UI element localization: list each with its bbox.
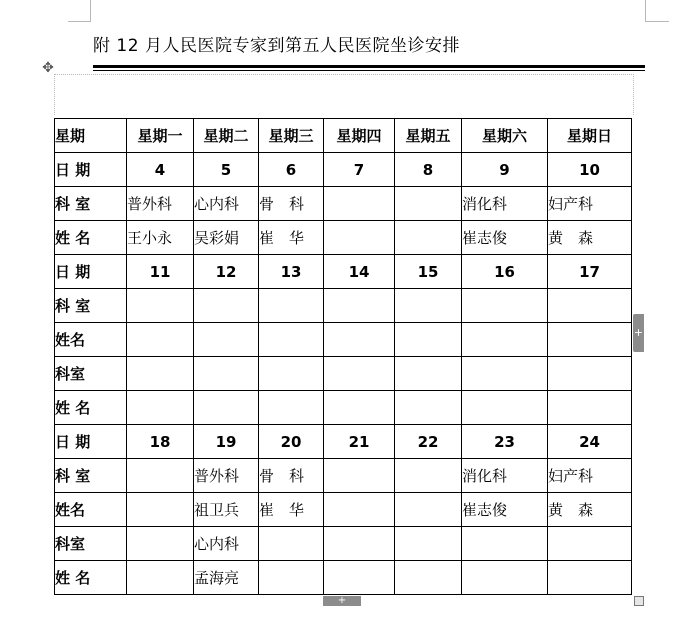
date-cell[interactable]: 6 (259, 153, 324, 187)
schedule-cell[interactable] (194, 323, 259, 357)
title-rule (93, 70, 645, 71)
date-cell[interactable]: 14 (324, 255, 395, 289)
table-row (55, 493, 632, 527)
date-cell[interactable]: 24 (548, 425, 632, 459)
schedule-cell[interactable]: 吴彩娟 (194, 221, 259, 255)
crop-mark (68, 21, 91, 22)
row-label-cell[interactable]: 科 室 (55, 289, 127, 323)
date-cell[interactable]: 20 (259, 425, 324, 459)
row-label-cell[interactable]: 日 期 (55, 255, 127, 289)
schedule-table (54, 118, 632, 595)
schedule-cell[interactable]: 骨 科 (259, 187, 324, 221)
date-cell[interactable]: 17 (548, 255, 632, 289)
schedule-cell[interactable] (324, 289, 395, 323)
table-row (55, 391, 632, 425)
schedule-cell[interactable] (395, 459, 462, 493)
schedule-cell[interactable] (259, 527, 324, 561)
schedule-cell[interactable] (194, 357, 259, 391)
table-row (55, 323, 632, 357)
date-cell[interactable]: 4 (127, 153, 194, 187)
table-row (55, 187, 632, 221)
row-label-cell[interactable]: 姓 名 (55, 391, 127, 425)
schedule-cell[interactable] (462, 527, 548, 561)
resize-icon[interactable] (634, 596, 644, 606)
schedule-cell[interactable] (548, 391, 632, 425)
date-cell[interactable]: 8 (395, 153, 462, 187)
schedule-cell[interactable] (127, 561, 194, 595)
date-cell[interactable]: 5 (194, 153, 259, 187)
row-label-cell[interactable]: 日 期 (55, 425, 127, 459)
schedule-cell[interactable]: 祖卫兵 (194, 493, 259, 527)
schedule-cell[interactable] (462, 323, 548, 357)
weekday-header-cell[interactable]: 星期四 (324, 119, 395, 153)
row-label-cell[interactable]: 日 期 (55, 153, 127, 187)
schedule-cell[interactable]: 妇产科 (548, 459, 632, 493)
schedule-cell[interactable] (395, 289, 462, 323)
table-row (55, 357, 632, 391)
schedule-cell[interactable] (324, 493, 395, 527)
date-cell[interactable]: 22 (395, 425, 462, 459)
date-cell[interactable]: 12 (194, 255, 259, 289)
schedule-cell[interactable] (194, 391, 259, 425)
schedule-cell[interactable] (324, 391, 395, 425)
date-cell[interactable]: 7 (324, 153, 395, 187)
schedule-cell[interactable] (127, 323, 194, 357)
schedule-cell[interactable] (127, 289, 194, 323)
schedule-cell[interactable]: 黄 森 (548, 221, 632, 255)
schedule-cell[interactable]: 孟海亮 (194, 561, 259, 595)
schedule-cell[interactable] (259, 323, 324, 357)
row-label-cell[interactable]: 科室 (55, 357, 127, 391)
date-cell[interactable]: 15 (395, 255, 462, 289)
weekday-header-cell[interactable]: 星期日 (548, 119, 632, 153)
date-cell[interactable]: 9 (462, 153, 548, 187)
row-label-cell[interactable]: 姓 名 (55, 221, 127, 255)
date-cell[interactable]: 21 (324, 425, 395, 459)
schedule-cell[interactable] (324, 459, 395, 493)
schedule-cell[interactable]: 普外科 (127, 187, 194, 221)
schedule-cell[interactable] (548, 527, 632, 561)
schedule-cell[interactable] (324, 561, 395, 595)
table-row (55, 119, 632, 153)
schedule-cell[interactable] (324, 323, 395, 357)
schedule-cell[interactable] (127, 391, 194, 425)
table-row (55, 289, 632, 323)
row-label-cell[interactable]: 姓 名 (55, 561, 127, 595)
table-row (55, 153, 632, 187)
schedule-cell[interactable]: 崔 华 (259, 493, 324, 527)
row-label-cell[interactable]: 科 室 (55, 459, 127, 493)
date-cell[interactable]: 13 (259, 255, 324, 289)
schedule-cell[interactable] (324, 221, 395, 255)
schedule-cell[interactable] (324, 527, 395, 561)
schedule-cell[interactable] (548, 357, 632, 391)
date-cell[interactable]: 10 (548, 153, 632, 187)
schedule-cell[interactable]: 消化科 (462, 187, 548, 221)
date-cell[interactable]: 23 (462, 425, 548, 459)
schedule-cell[interactable] (462, 289, 548, 323)
move-icon[interactable]: ✥ (42, 60, 54, 76)
schedule-cell[interactable] (548, 289, 632, 323)
schedule-cell[interactable] (395, 493, 462, 527)
schedule-cell[interactable]: 骨 科 (259, 459, 324, 493)
schedule-cell[interactable] (259, 391, 324, 425)
table-row (55, 221, 632, 255)
schedule-cell[interactable] (259, 561, 324, 595)
schedule-cell[interactable] (548, 561, 632, 595)
date-cell[interactable]: 11 (127, 255, 194, 289)
weekday-header-cell[interactable]: 星期二 (194, 119, 259, 153)
schedule-cell[interactable] (548, 323, 632, 357)
page-title: 附 12 月人民医院专家到第五人民医院坐诊安排 (93, 36, 460, 56)
schedule-cell[interactable]: 王小永 (127, 221, 194, 255)
schedule-cell[interactable] (324, 357, 395, 391)
schedule-cell[interactable] (127, 493, 194, 527)
schedule-cell[interactable] (127, 357, 194, 391)
schedule-cell[interactable]: 妇产科 (548, 187, 632, 221)
schedule-cell[interactable] (395, 391, 462, 425)
title-rule (93, 65, 645, 68)
table-row (55, 561, 632, 595)
plus-icon[interactable]: + (323, 596, 361, 606)
schedule-cell[interactable] (259, 357, 324, 391)
weekday-header-cell[interactable]: 星期五 (395, 119, 462, 153)
table-row (55, 255, 632, 289)
schedule-cell[interactable]: 消化科 (462, 459, 548, 493)
weekday-header-cell[interactable]: 星期六 (462, 119, 548, 153)
schedule-cell[interactable]: 心内科 (194, 527, 259, 561)
schedule-cell[interactable] (259, 289, 324, 323)
schedule-cell[interactable]: 心内科 (194, 187, 259, 221)
schedule-cell[interactable] (462, 357, 548, 391)
crop-mark (645, 0, 646, 22)
schedule-cell[interactable]: 崔志俊 (462, 221, 548, 255)
schedule-cell[interactable] (324, 187, 395, 221)
crop-mark (90, 0, 91, 22)
schedule-cell[interactable] (462, 391, 548, 425)
table-row (55, 527, 632, 561)
row-label-cell[interactable]: 科室 (55, 527, 127, 561)
schedule-cell[interactable] (395, 357, 462, 391)
schedule-cell[interactable] (395, 561, 462, 595)
schedule-cell[interactable] (395, 527, 462, 561)
table-frame (54, 74, 634, 115)
row-label-cell[interactable]: 姓名 (55, 493, 127, 527)
date-cell[interactable]: 18 (127, 425, 194, 459)
schedule-cell[interactable] (395, 187, 462, 221)
schedule-cell[interactable] (127, 527, 194, 561)
plus-icon[interactable]: + (633, 314, 644, 352)
schedule-cell[interactable]: 普外科 (194, 459, 259, 493)
row-label-cell[interactable]: 科 室 (55, 187, 127, 221)
schedule-cell[interactable] (395, 323, 462, 357)
schedule-cell[interactable]: 崔志俊 (462, 493, 548, 527)
schedule-cell[interactable] (395, 221, 462, 255)
table-row (55, 459, 632, 493)
row-label-cell[interactable]: 姓名 (55, 323, 127, 357)
schedule-cell[interactable]: 黄 森 (548, 493, 632, 527)
schedule-cell[interactable] (462, 561, 548, 595)
weekday-header-cell[interactable]: 星期三 (259, 119, 324, 153)
schedule-cell[interactable] (194, 289, 259, 323)
date-cell[interactable]: 16 (462, 255, 548, 289)
table-row (55, 425, 632, 459)
date-cell[interactable]: 19 (194, 425, 259, 459)
row-label-cell[interactable]: 星期 (55, 119, 127, 153)
crop-mark (645, 21, 669, 22)
schedule-cell[interactable] (127, 459, 194, 493)
schedule-cell[interactable]: 崔 华 (259, 221, 324, 255)
weekday-header-cell[interactable]: 星期一 (127, 119, 194, 153)
